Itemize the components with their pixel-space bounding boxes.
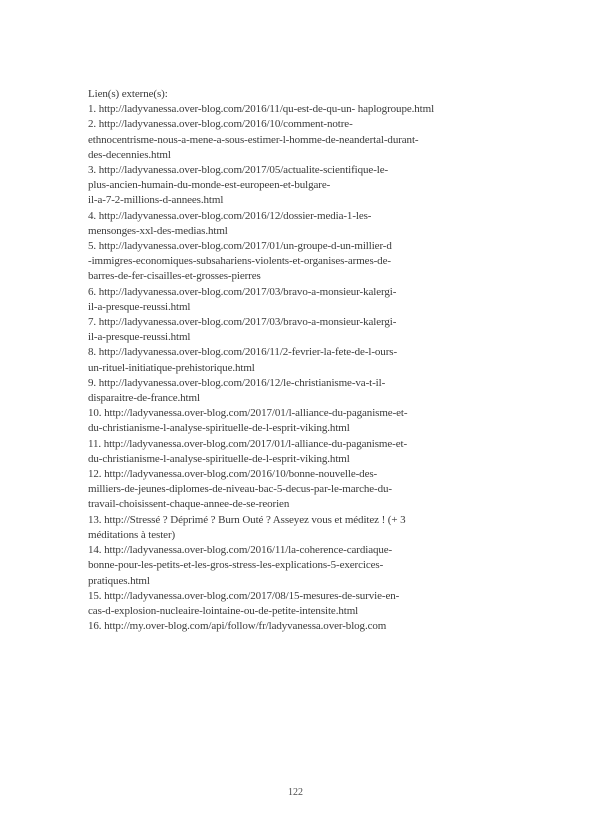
page-number: 122 [288,787,303,798]
external-link-line: 10. http://ladyvanessa.over-blog.com/2017/01/l-alliance-du-paganisme-et- [88,407,408,420]
external-link-line: il-a-presque-reussi.html [88,300,191,313]
external-link-line: 4. http://ladyvanessa.over-blog.com/2016/12/dossier-media-1-les- [88,209,372,222]
external-link-line: des-decennies.html [88,148,171,161]
external-link-line: 5. http://ladyvanessa.over-blog.com/2017/01/un-groupe-d-un-millier-d [88,240,392,253]
external-links-section [88,87,508,634]
external-link-line: pratiques.html [88,574,150,587]
external-link-line: travail-choisissent-chaque-annee-de-se-reorien [88,498,290,511]
external-link-item [88,406,508,436]
external-link-line: barres-de-fer-cisailles-et-grosses-pierres [88,270,261,283]
external-link-line: 1. http://ladyvanessa.over-blog.com/2016/11/qu-est-de-qu-un- haplogroupe.html [88,103,435,116]
external-link-item [88,209,508,239]
external-link-line: méditations à tester) [88,528,176,541]
external-link-line: 11. http://ladyvanessa.over-blog.com/2017/01/l-alliance-du-paganisme-et- [88,437,408,450]
external-link-line: 12. http://ladyvanessa.over-blog.com/2016/10/bonne-nouvelle-des- [88,468,378,481]
external-link-line: 13. http://Stressé ? Déprimé ? Burn Outé ? Asseyez vous et méditez ! (+ 3 [88,513,406,526]
external-link-item [88,239,508,285]
external-link-item [88,345,508,375]
external-link-item [88,163,508,209]
external-link-line: 9. http://ladyvanessa.over-blog.com/2016/12/le-christianisme-va-t-il- [88,376,386,389]
external-link-line: -immigres-economiques-subsahariens-violents-et-organises-armes-de- [88,255,391,268]
external-link-line: 16. http://my.over-blog.com/api/follow/fr/ladyvanessa.over-blog.com [88,620,387,633]
external-link-item [88,285,508,315]
external-link-line: 15. http://ladyvanessa.over-blog.com/2017/08/15-mesures-de-survie-en- [88,589,400,602]
external-link-line: 3. http://ladyvanessa.over-blog.com/2017/05/actualite-scientifique-le- [88,164,389,177]
external-link-item [88,117,508,163]
external-link-item [88,619,508,634]
external-link-item [88,376,508,406]
external-link-item [88,102,508,117]
external-link-line: ethnocentrisme-nous-a-mene-a-sous-estimer-l-homme-de-neandertal-durant- [88,133,419,146]
external-link-line: 7. http://ladyvanessa.over-blog.com/2017/03/bravo-a-monsieur-kalergi- [88,316,397,329]
external-link-line: disparaitre-de-france.html [88,392,200,405]
external-link-line: bonne-pour-les-petits-et-les-gros-stress-les-explications-5-exercices- [88,559,384,572]
external-link-line: milliers-de-jeunes-diplomes-de-niveau-bac-5-decus-par-le-marche-du- [88,483,392,496]
external-link-item [88,315,508,345]
external-link-line: du-christianisme-l-analyse-spirituelle-de-l-esprit-viking.html [88,422,350,435]
external-link-line: cas-d-explosion-nucleaire-lointaine-ou-de-petite-intensite.html [88,604,359,617]
external-link-line: plus-ancien-humain-du-monde-est-europeen-et-bulgare- [88,179,331,192]
external-link-line: 14. http://ladyvanessa.over-blog.com/2016/11/la-coherence-cardiaque- [88,544,393,557]
external-link-line: du-christianisme-l-analyse-spirituelle-de-l-esprit-viking.html [88,452,350,465]
external-link-item [88,543,508,589]
external-link-line: il-a-7-2-millions-d-annees.html [88,194,224,207]
external-link-item [88,437,508,467]
external-links-list [88,102,508,634]
external-link-line: 2. http://ladyvanessa.over-blog.com/2016/10/comment-notre- [88,118,353,131]
external-link-line: mensonges-xxl-des-medias.html [88,224,228,237]
external-link-line: il-a-presque-reussi.html [88,331,191,344]
external-link-item [88,467,508,513]
external-link-line: 6. http://ladyvanessa.over-blog.com/2017/03/bravo-a-monsieur-kalergi- [88,285,397,298]
external-link-item [88,513,508,543]
section-heading: Lien(s) externe(s): [88,88,168,100]
external-link-item [88,589,508,619]
external-link-line: 8. http://ladyvanessa.over-blog.com/2016/11/2-fevrier-la-fete-de-l-ours- [88,346,398,359]
external-link-line: un-rituel-initiatique-prehistorique.html [88,361,255,374]
